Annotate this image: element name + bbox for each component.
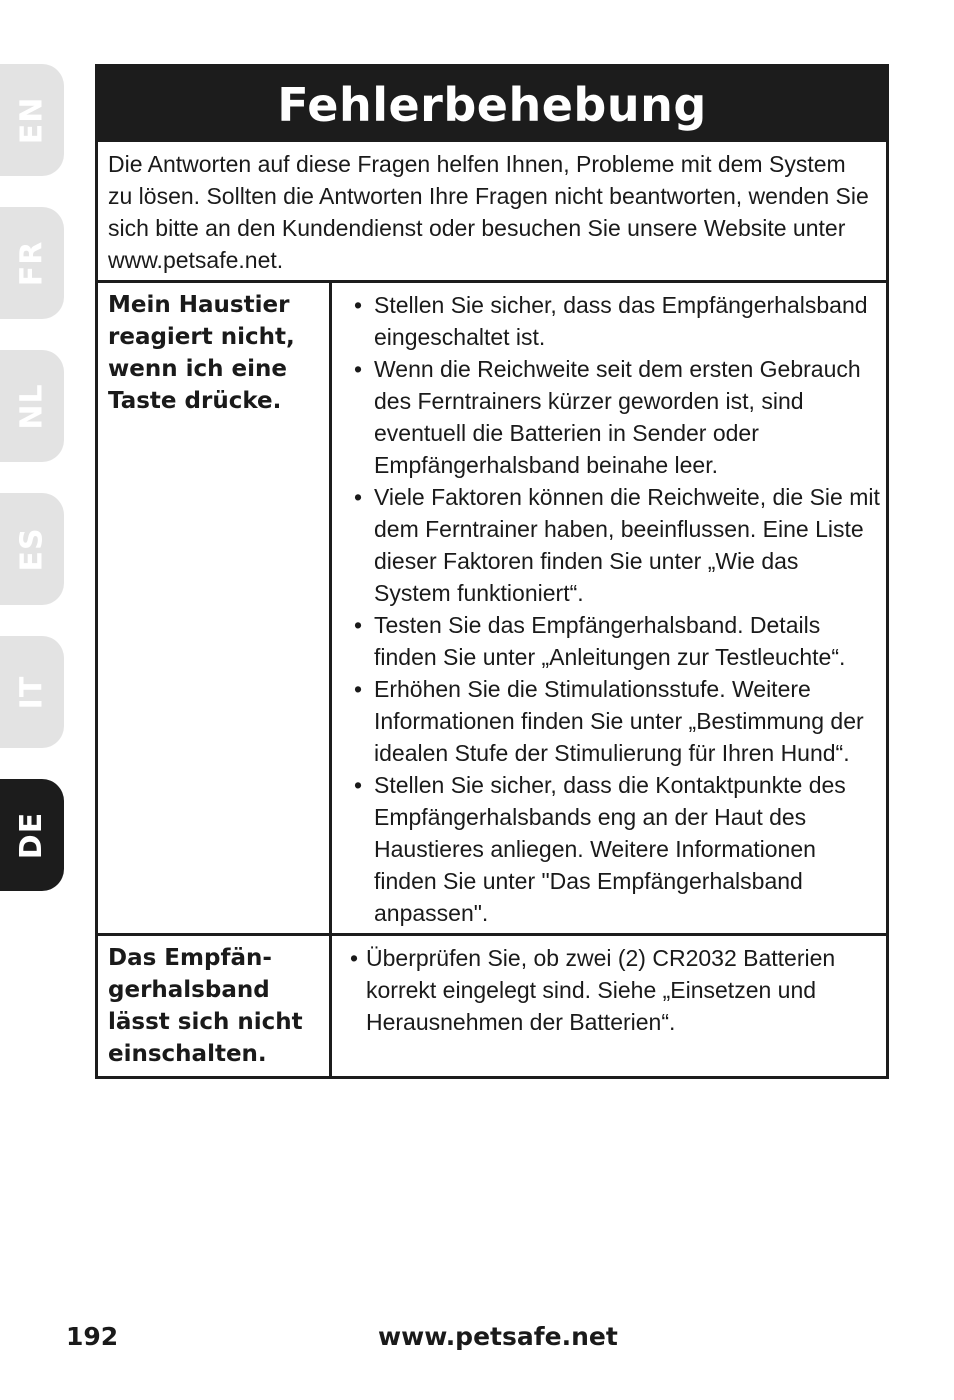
tab-it[interactable]: [0, 636, 64, 748]
page-number: 192: [66, 1322, 119, 1351]
answer-text: Überprüfen Sie, ob zwei (2) CR2032 Batterien korrekt eingelegt sind. Siehe „Einsetzen und Herausnehmen der Batterien“.: [366, 945, 836, 1035]
troubleshooting-table: [95, 64, 889, 1079]
table-row: [98, 933, 886, 1076]
tab-nl[interactable]: [0, 350, 64, 462]
list-item: [342, 353, 880, 481]
tab-it-label: IT: [14, 675, 50, 709]
list-item: [342, 769, 880, 929]
bullet: •: [353, 356, 363, 382]
tab-en-label: EN: [14, 96, 50, 144]
question-cell: Mein Haustier reagiert nicht, wenn ich eine Taste drücke.: [98, 283, 332, 933]
answer-text: Viele Faktoren können die Reichweite, die Sie mit dem Ferntrainer haben, beeinflussen. Eine Liste dieser Faktoren finden Sie unter „Wie das System funktioniert“.: [374, 484, 880, 606]
bullet: •: [349, 945, 359, 971]
tab-fr[interactable]: [0, 207, 64, 319]
bullet: •: [353, 612, 363, 638]
answer-list: [342, 289, 880, 929]
page-title: Fehlerbehebung: [277, 77, 707, 132]
tab-de[interactable]: [0, 779, 64, 891]
answer-cell: [332, 283, 886, 933]
tab-es-label: ES: [14, 526, 50, 572]
title-bar: [98, 67, 886, 142]
list-item: [342, 942, 880, 1038]
tab-es[interactable]: [0, 493, 64, 605]
answer-text: Stellen Sie sicher, dass die Kontaktpunkte des Empfängerhalsbands eng an der Haut des Haustieres anliegen. Weitere Informationen finden Sie unter "Das Empfängerhalsband anpassen".: [374, 772, 846, 926]
list-item: [342, 609, 880, 673]
bullet: •: [353, 292, 363, 318]
list-item: [342, 481, 880, 609]
tab-en[interactable]: [0, 64, 64, 176]
answer-list: [342, 942, 880, 1038]
intro-text: Die Antworten auf diese Fragen helfen Ihnen, Probleme mit dem System zu lösen. Sollten die Antworten Ihre Fragen nicht beantworten, wenden Sie sich bitte an den Kundendienst oder besuchen Sie unsere Website unter www.petsafe.net.: [98, 142, 886, 283]
footer-url[interactable]: www.petsafe.net: [378, 1322, 618, 1351]
tab-nl-label: NL: [14, 382, 50, 430]
question-cell: Das Empfän- gerhalsband lässt sich nicht einschalten.: [98, 936, 332, 1076]
table-row: [98, 283, 886, 933]
answer-text: Erhöhen Sie die Stimulationsstufe. Weitere Informationen finden Sie unter „Bestimmung der idealen Stufe der Stimulierung für Ihren Hund“.: [374, 676, 864, 766]
list-item: [342, 289, 880, 353]
answer-text: Stellen Sie sicher, dass das Empfängerhalsband eingeschaltet ist.: [374, 292, 868, 350]
answer-text: Testen Sie das Empfängerhalsband. Details finden Sie unter „Anleitungen zur Testleuchte“.: [374, 612, 846, 670]
answer-text: Wenn die Reichweite seit dem ersten Gebrauch des Ferntrainers kürzer geworden ist, sind eventuell die Batterien in Sender oder Empfängerhalsband beinahe leer.: [374, 356, 861, 478]
tab-de-label: DE: [14, 811, 50, 859]
list-item: [342, 673, 880, 769]
bullet: •: [353, 772, 363, 798]
bullet: •: [353, 484, 363, 510]
tab-fr-label: FR: [14, 240, 50, 286]
bullet: •: [353, 676, 363, 702]
answer-cell: [332, 936, 886, 1076]
